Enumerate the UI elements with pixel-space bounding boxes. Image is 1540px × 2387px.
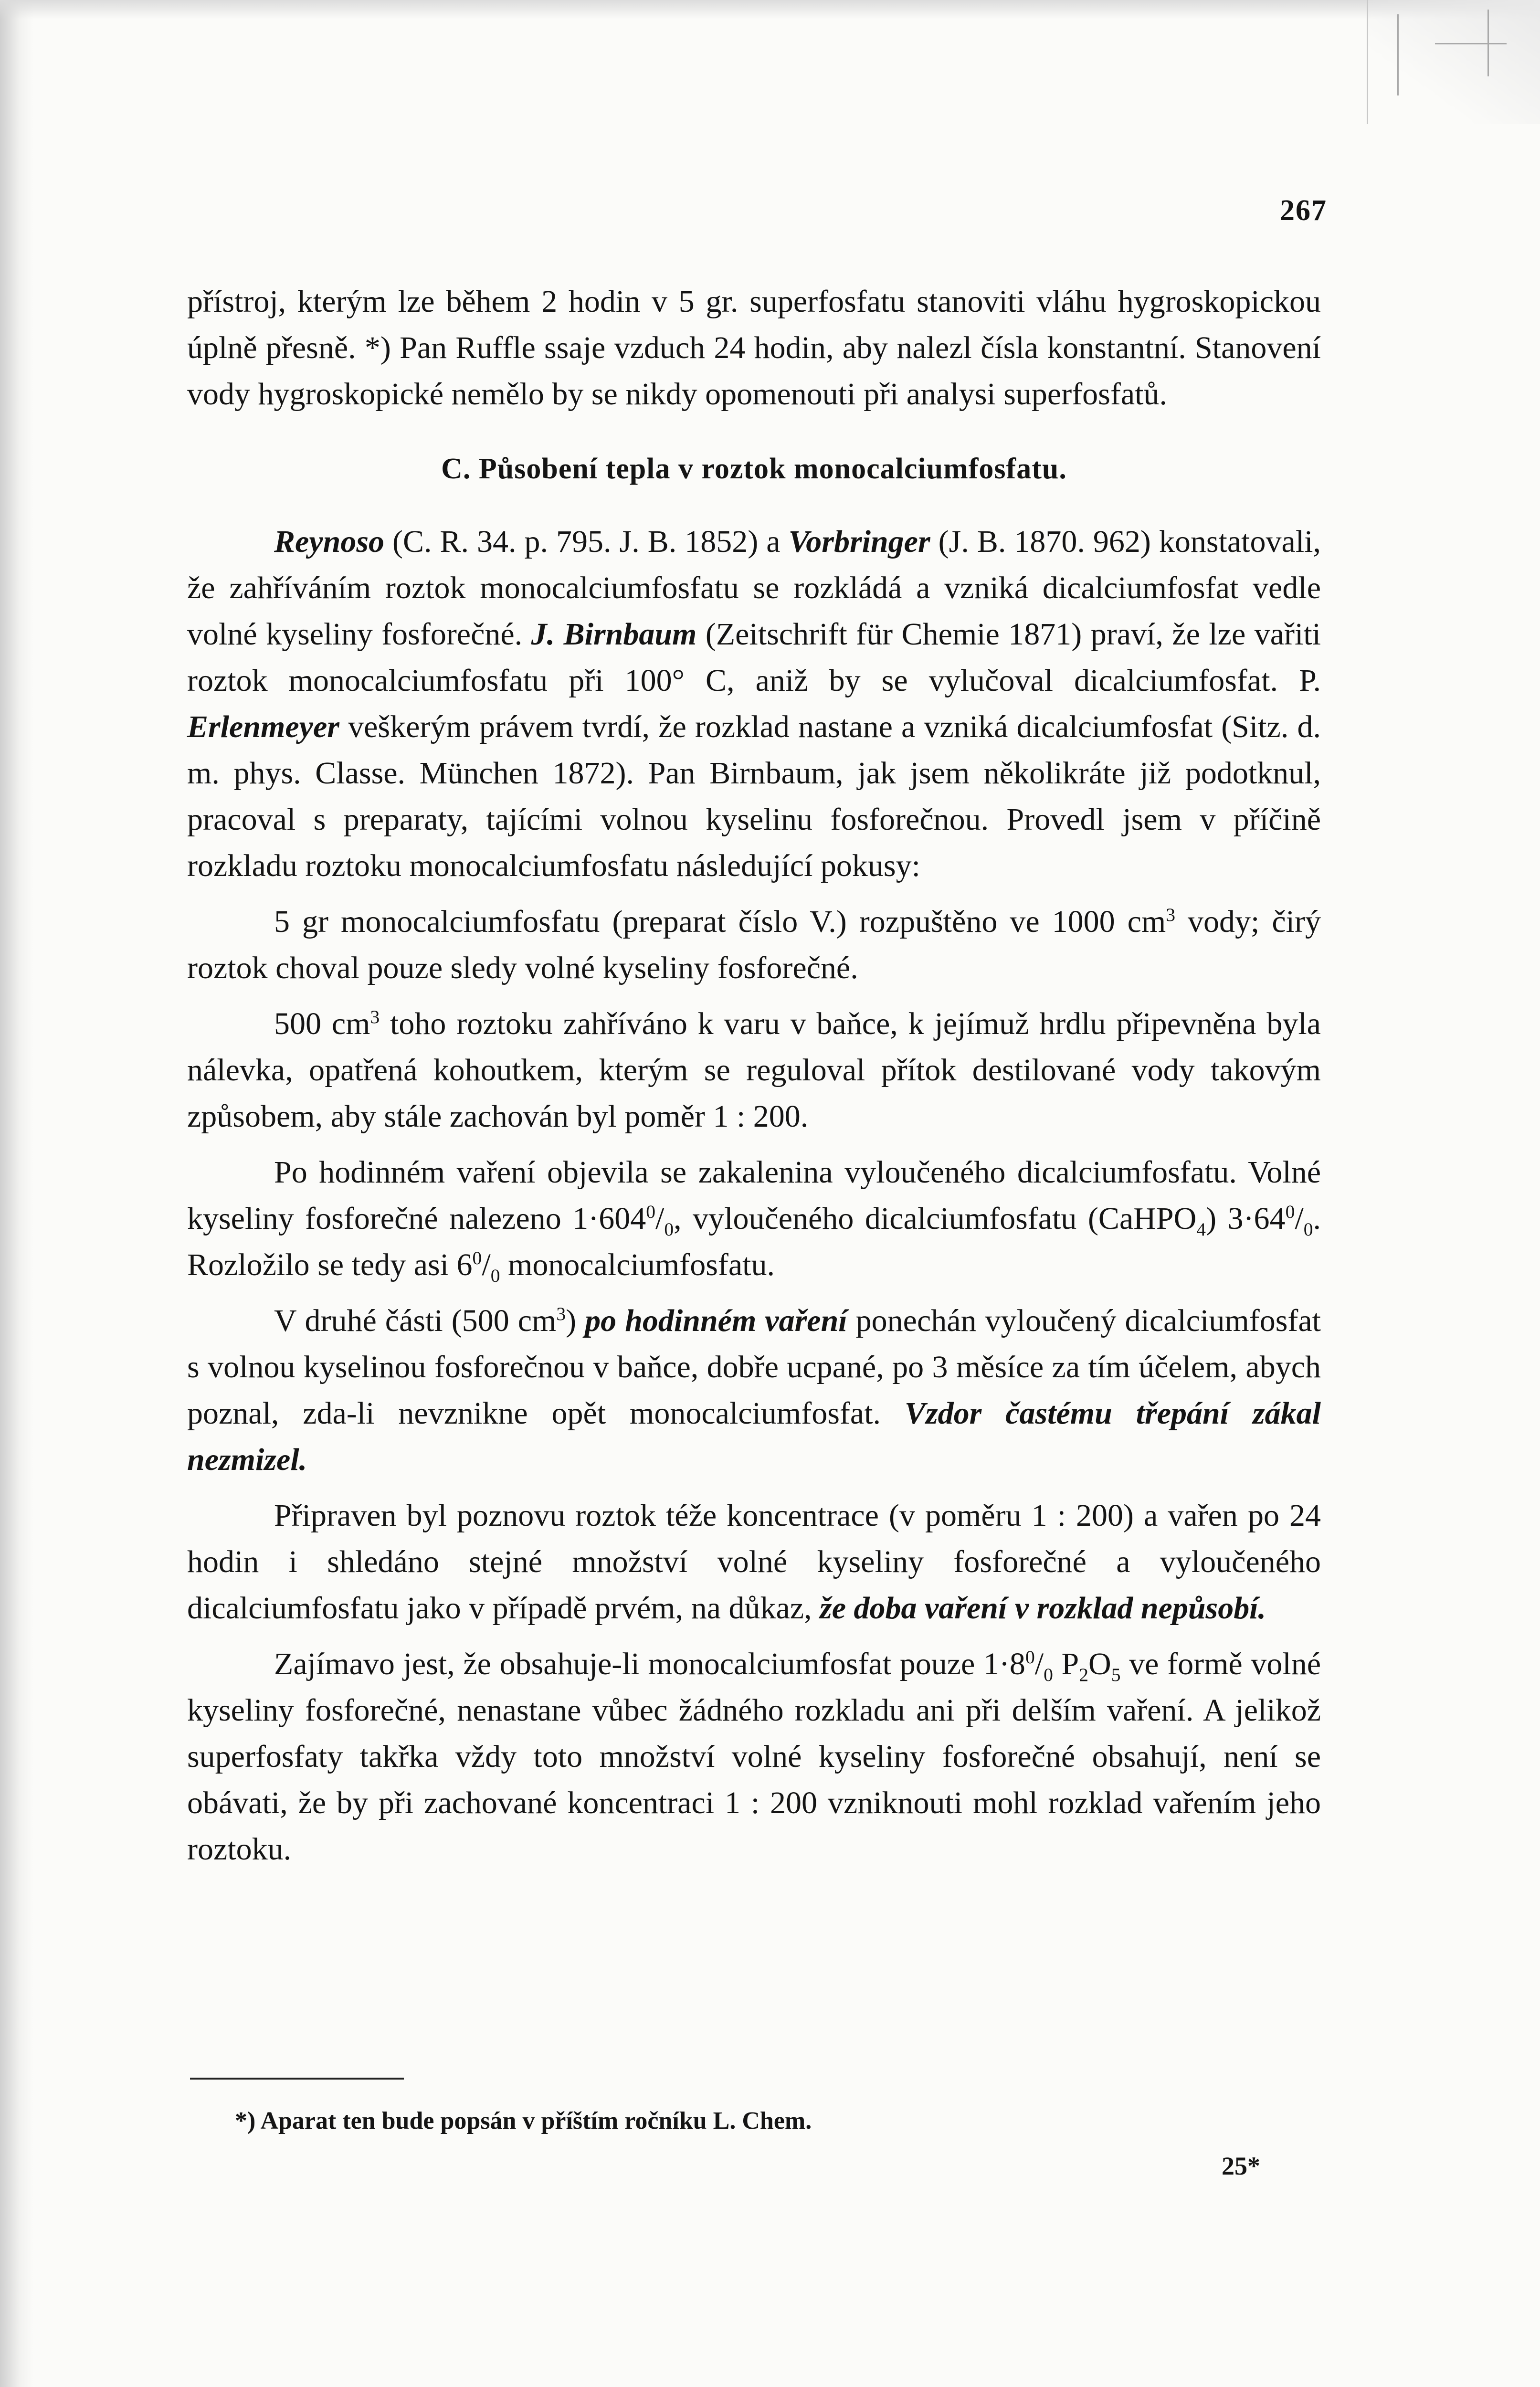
paragraph-5: V druhé části (500 $cm^3$) po hodinném vaření ponechán vyloučený dicalciumfosfat s volnou kyselinou fosforečnou v baňce, dobře ucpané, po 3 měsíce za tím účelem, abych poznal, zda-li nevznikne opět monocalciumfosfat. Vzdor častému třepání zákal nezmizel. xyxy=(187,1303,1321,1477)
page-edge-shadow-left xyxy=(0,0,33,2387)
footnote-ref[interactable]: *) xyxy=(364,330,391,365)
printer-signature-mark: 25* xyxy=(1222,2152,1260,2180)
section-heading: C. Působení tepla v roztok monocalciumfosfatu. xyxy=(441,453,1067,485)
corner-scan-artifact xyxy=(1367,0,1540,124)
paragraph-1: Reynoso (C. R. 34. p. 795. J. B. 1852) a Vorbringer (J. B. 1870. 962) konstatovali, že zahříváním roztok monocalciumfosfatu se rozkládá a vzniká dicalciumfosfat vedle volné kyseliny fosforečné. J. Birnbaum (Zeitschrift für Chemie 1871) praví, že lze vařiti roztok monocalciumfosfatu při 100° C, aniž by se vylučoval dicalciumfosfat. P. Erlenmeyer veškerým právem tvrdí, že rozklad nastane a vzniká dicalciumfosfat (Sitz. d. m. phys. Classe. München 1872). Pan Birnbaum, jak jsem několikráte již podotknul, pracoval s preparaty, tajícími volnou kyselinu fosforečnou. Provedl jsem v příčině rozkladu roztoku monocalciumfosfatu následující pokusy: xyxy=(187,524,1321,883)
paragraph-7: Zajímavo jest, že obsahuje-li monocalciumfosfat pouze $1\cdot 8^0/_0$ $P_2O_5$ ve formě volné kyseliny fosforečné, nenastane vůbec žádného rozkladu ani při delším vaření. A jelikož superfosfaty takřka vždy toto množství volné kyseliny fosforečné obsahují, není se obávati, že by při zachované koncentraci 1 : 200 vzniknouti mohl rozklad vařením jeho roztoku. xyxy=(187,1647,1321,1867)
paragraph-4: Po hodinném vaření objevila se zakalenina vyloučeného dicalciumfosfatu. Volné kyseliny fosforečné nalezeno $1\cdot 604^0/_0$, vyloučeného dicalciumfosfatu (CaHPO$_4$) $3\cdot 64^0/_0$. Rozložilo se tedy asi $6^0/_0$ monocalciumfosfatu. xyxy=(187,1155,1321,1287)
body-text xyxy=(187,278,1321,1872)
footnote: *) Aparat ten bude popsán v příštím ročníku L. Chem. xyxy=(235,2107,812,2134)
paragraph-6: Připraven byl poznovu roztok téže koncentrace (v poměru 1 : 200) a vařen po 24 hodin i shledáno stejné množství volné kyseliny fosforečné a vyloučeného dicalciumfosfatu jako v případě prvém, na důkaz, že doba vaření v rozklad nepůsobí. xyxy=(187,1498,1321,1626)
paragraph-2: 5 gr monocalciumfosfatu (preparat číslo V.) rozpuštěno ve 1000 $cm^3$ vody; čirý roztok choval pouze sledy volné kyseliny fosforečné. xyxy=(187,904,1321,985)
page-number: 267 xyxy=(1280,194,1327,227)
paragraph-3: 500 $cm^3$ toho roztoku zahříváno k varu v baňce, k jejímuž hrdlu připevněna byla nálevka, opatřená kohoutkem, kterým se reguloval přítok destilované vody takovým způsobem, aby stále zachován byl poměr 1 : 200. xyxy=(187,1006,1321,1134)
page-edge-shadow-top xyxy=(0,0,1540,19)
footnote-divider xyxy=(190,2078,404,2080)
intro-paragraph: přístroj, kterým lze během 2 hodin v 5 gr. superfosfatu stanoviti vláhu hygroskopickou úplně přesně. *) Pan Ruffle ssaje vzduch 24 hodin, aby nalezl čísla konstantní. Stanovení vody hygroskopické nemělo by se nikdy opomenouti při analysi superfosfatů. xyxy=(187,284,1321,412)
